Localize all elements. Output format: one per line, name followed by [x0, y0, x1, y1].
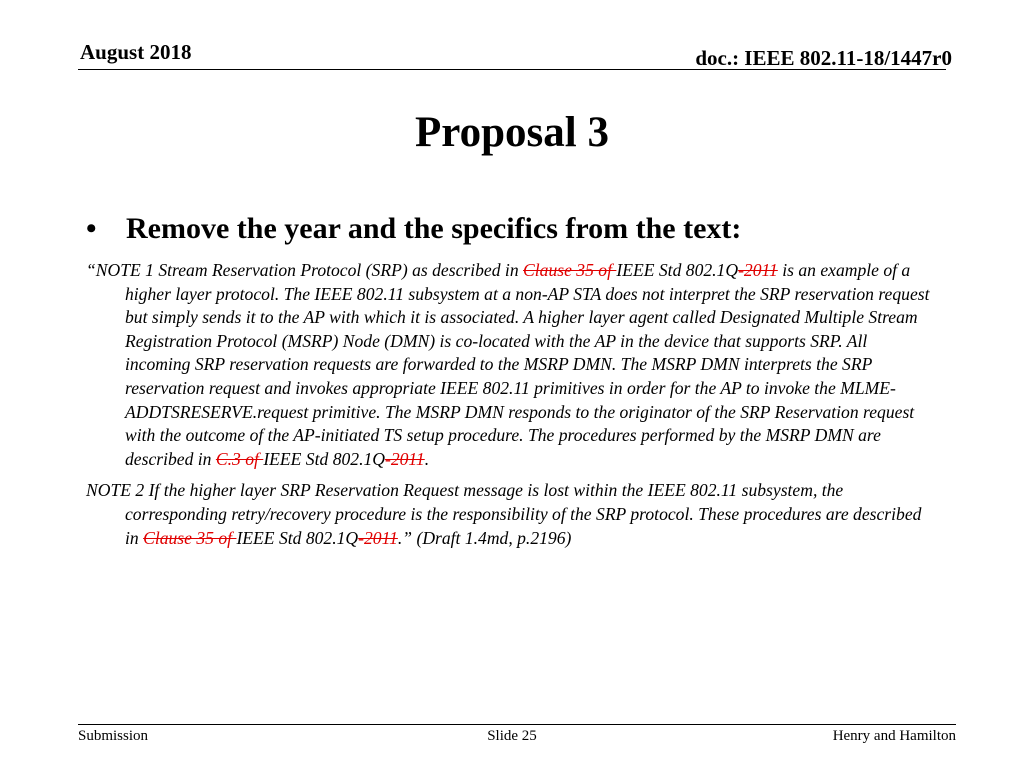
note-2-text: NOTE 2 If the higher layer SRP Reservation Request message is lost within the IEEE 802.11 subsystem, the corresponding retry/recovery procedure is the responsibility of the SRP protocol. These procedures are described in — [86, 480, 922, 548]
notes-body — [86, 259, 936, 558]
note-1-text: is an example of a higher layer protocol. The IEEE 802.11 subsystem at a non-AP STA does not interpret the SRP reservation request but simply sends it to the AP with which it is associated. A higher layer agent called Designated Multiple Stream Registration Protocol (MSRP) Node (DMN) is co-located with the AP in the device that supports SRP. All incoming SRP reservation requests are forwarded to the MSRP DMN. The MSRP DMN interprets the SRP reservation request and invokes appropriate IEEE 802.11 primitives in order for the AP to invoke the MLME-ADDTSRESERVE.request primitive. The MSRP DMN responds to the originator of the SRP Reservation request with the outcome of the AP-initiated TS setup procedure. The procedures performed by the MSRP DMN are described in — [125, 260, 930, 469]
note-1-text: . — [424, 448, 430, 469]
note-2-text: .” (Draft 1.4md, p.2196) — [397, 527, 572, 548]
note-2-deletion: Clause 35 of — [143, 527, 237, 548]
note-2 — [86, 479, 936, 550]
note-1-deletion: -2011 — [738, 260, 778, 280]
footer-submission: Submission — [78, 728, 149, 744]
bullet-item — [86, 212, 741, 246]
bullet-marker: • — [86, 212, 97, 245]
slide-title: Proposal 3 — [415, 109, 609, 156]
note-1-text: IEEE Std 802.1Q — [263, 448, 385, 469]
footer-slide-number: Slide 25 — [487, 728, 537, 744]
note-2-text: IEEE Std 802.1Q — [236, 527, 359, 548]
note-1-deletion: C.3 of — [215, 448, 264, 469]
note-1-text: IEEE Std 802.1Q — [616, 260, 739, 280]
footer-authors: Henry and Hamilton — [832, 728, 956, 744]
header-date: August 2018 — [80, 40, 192, 64]
header-doc-id: doc.: IEEE 802.11-18/1447r0 — [695, 46, 952, 70]
note-1-deletion: -2011 — [384, 448, 425, 469]
note-1-text: “NOTE 1 Stream Reservation Protocol (SRP) as described in — [86, 260, 524, 280]
header-divider — [78, 69, 946, 70]
bullet-text: Remove the year and the specifics from the text: — [126, 212, 742, 245]
note-1-deletion: Clause 35 of — [523, 260, 617, 280]
note-2-deletion: -2011 — [358, 527, 398, 548]
note-1 — [86, 259, 936, 471]
footer-divider — [78, 724, 956, 725]
